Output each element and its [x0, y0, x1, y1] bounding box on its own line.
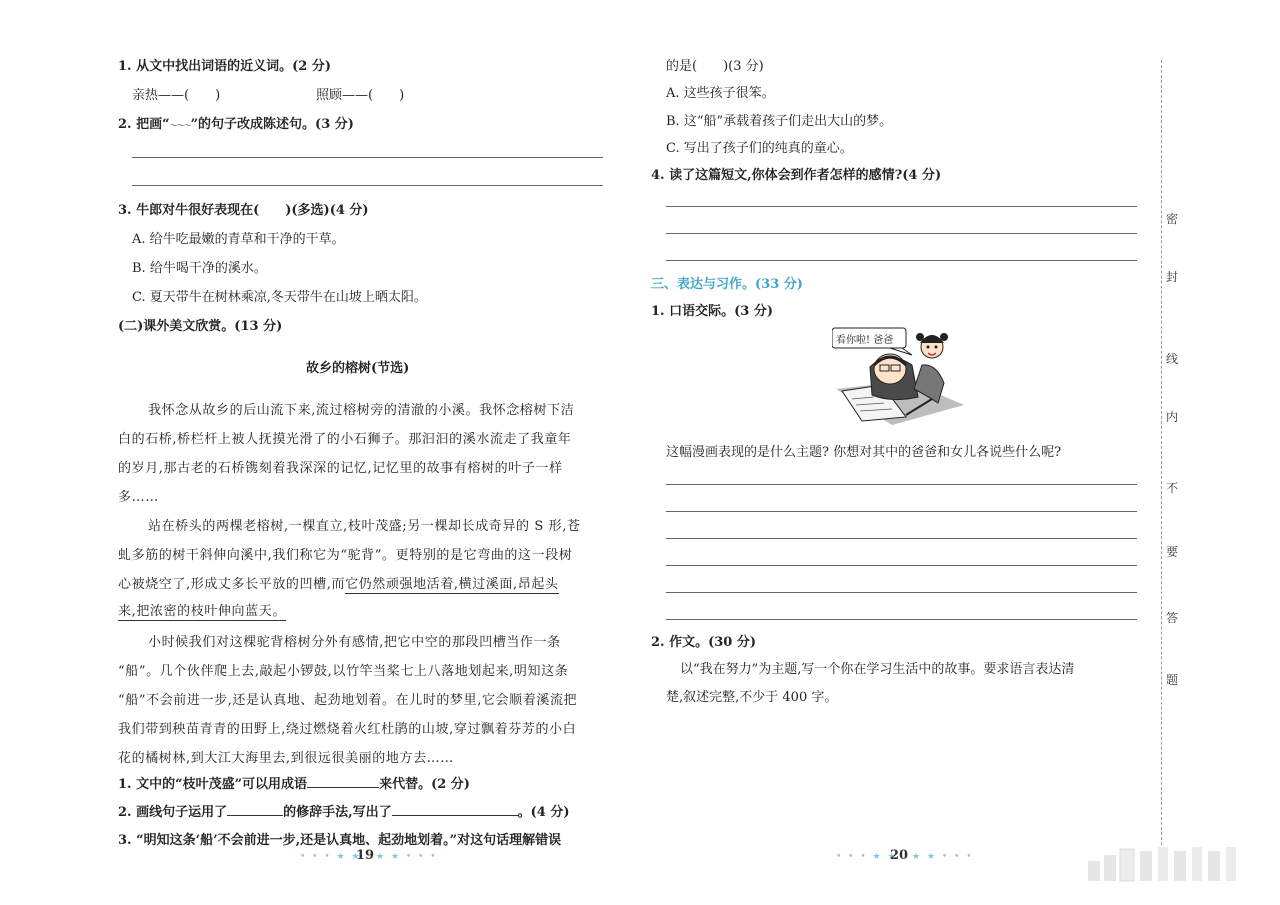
q3-option-c: C. 写出了孩子们的纯真的童心。 [666, 141, 853, 156]
essay-prompt-line: 以“我在努力”为主题,写一个你在学习生活中的故事。要求语言表达清 [680, 662, 1075, 677]
answer-line [666, 484, 1137, 485]
article-line: 站在桥头的两棵老榕树,一棵直立,枝叶茂盛;另一棵却长成奇异的 S 形,苍 [148, 519, 581, 534]
sub-q3: 3. “明知这条‘船’不会前进一步,还是认真地、起劲地划着。”对这句话理解错误 [118, 833, 562, 848]
margin-char: 密 [1166, 212, 1179, 226]
binding-dashed-line [1161, 60, 1162, 855]
sub-q1 [118, 773, 470, 792]
article-line: 我怀念从故乡的后山流下来,流过榕树旁的清澈的小溪。我怀念榕树下洁 [148, 403, 575, 418]
underlined-sentence: 它仍然顽强地活着,横过溪面,昂起头 [345, 577, 559, 592]
article-line: “船”。几个伙伴爬上去,敲起小锣鼓,以竹竿当桨七上八落地划起来,明知这条 [118, 664, 569, 679]
q4-title: 4. 读了这篇短文,你体会到作者怎样的感情?(4 分) [651, 168, 942, 183]
article-line: 多…… [118, 490, 159, 505]
q3-option-a: A. 这些孩子很笨。 [666, 86, 775, 101]
plain-text: 心被烧空了,形成丈多长平放的凹槽,而 [118, 577, 346, 592]
answer-blank [392, 815, 518, 816]
answer-line [666, 511, 1137, 512]
wavy-mark-icon: ～～～ [169, 121, 191, 130]
speech-bubble-text: 看你啦! 爸爸 [836, 335, 894, 346]
footer-stars-right: ★ ★ • • • [376, 852, 438, 862]
sub-q2-mid: 的修辞手法,写出了 [283, 805, 392, 820]
q2-title [118, 113, 354, 132]
sub-q2 [118, 801, 570, 820]
answer-line [666, 206, 1137, 207]
margin-char: 线 [1166, 352, 1179, 366]
page-number: 19 [356, 848, 375, 863]
q3-option-a: A. 给牛吃最嫩的青草和干净的干草。 [132, 232, 345, 247]
article-line [118, 573, 559, 592]
answer-blank [307, 787, 379, 788]
q3-option-c: C. 夏天带牛在树林乘凉,冬天带牛在山坡上晒太阳。 [132, 290, 427, 305]
answer-line [666, 260, 1137, 261]
footer-stars-left: • • • ★ ★ [836, 852, 898, 862]
margin-char: 内 [1166, 410, 1179, 424]
part3-title: 三、表达与习作。(33 分) [651, 277, 803, 292]
sub-q1-pre: 1. 文中的“枝叶茂盛”可以用成语 [118, 777, 308, 792]
underlined-sentence: 来,把浓密的枝叶伸向蓝天。 [118, 604, 286, 619]
oral-title: 1. 口语交际。(3 分) [651, 304, 773, 319]
answer-line [666, 538, 1137, 539]
footer-stars-right: ★ ★ • • • [912, 852, 974, 862]
answer-blank [227, 815, 283, 816]
article-line [118, 600, 286, 619]
part2-title: (二)课外美文欣赏。(13 分) [118, 319, 283, 334]
sub-q1-post: 来代替。(2 分) [379, 777, 470, 792]
answer-line [666, 619, 1137, 620]
q2-post: ”的句子改成陈述句。(3 分) [190, 117, 354, 132]
article-line: 我们带到秧苗青青的田野上,绕过燃烧着火红杜鹃的山坡,穿过飘着芬芳的小白 [118, 722, 577, 737]
q3-option-b: B. 这“船”承载着孩子们走出大山的梦。 [666, 114, 893, 129]
essay-prompt-line: 楚,叙述完整,不少于 400 字。 [666, 690, 838, 705]
article-line: 白的石桥,桥栏杆上被人抚摸光滑了的小石狮子。那汩汩的溪水流走了我童年 [118, 432, 572, 447]
watermark-logo [1088, 845, 1248, 891]
margin-char: 封 [1166, 270, 1179, 284]
q3-continued: 的是( )(3 分) [666, 59, 764, 74]
answer-line [666, 592, 1137, 593]
article-line: 花的橘树林,到大江大海里去,到很远很美丽的地方去…… [118, 751, 454, 766]
cartoon-question: 这幅漫画表现的是什么主题? 你想对其中的爸爸和女儿各说些什么呢? [666, 445, 1062, 460]
margin-char: 题 [1166, 673, 1179, 687]
margin-char: 答 [1166, 611, 1179, 625]
sub-q2-pre: 2. 画线句子运用了 [118, 805, 228, 820]
article-line: “船”不会前进一步,还是认真地、起劲地划着。在儿时的梦里,它会顺着溪流把 [118, 693, 578, 708]
q3-title: 3. 牛郎对牛很好表现在( )(多选)(4 分) [118, 203, 369, 218]
cartoon-illustration [832, 325, 968, 428]
answer-line [132, 185, 603, 186]
answer-line [666, 233, 1137, 234]
footer-stars-left: • • • ★ ★ [300, 852, 362, 862]
article-line: 虬多筋的树干斜伸向溪中,我们称它为“驼背”。更特别的是它弯曲的这一段树 [118, 548, 573, 563]
answer-line [132, 157, 603, 158]
q2-pre: 2. 把画“ [118, 117, 170, 132]
margin-char: 不 [1166, 481, 1179, 495]
article-line: 的岁月,那古老的石桥镌刻着我深深的记忆,记忆里的故事有榕树的叶子一样 [118, 461, 563, 476]
page-number: 20 [890, 848, 909, 863]
q1-item-b: 照顾——( ) [316, 88, 405, 103]
margin-char: 要 [1166, 545, 1179, 559]
q3-option-b: B. 给牛喝干净的溪水。 [132, 261, 267, 276]
essay-title: 2. 作文。(30 分) [651, 635, 757, 650]
article-line: 小时候我们对这棵驼背榕树分外有感情,把它中空的那段凹槽当作一条 [148, 635, 561, 650]
article-title: 故乡的榕树(节选) [306, 361, 410, 376]
q1-item-a: 亲热——( ) [132, 88, 221, 103]
q1-title: 1. 从文中找出词语的近义词。(2 分) [118, 59, 331, 74]
sub-q2-post: 。(4 分) [517, 805, 570, 820]
answer-line [666, 565, 1137, 566]
